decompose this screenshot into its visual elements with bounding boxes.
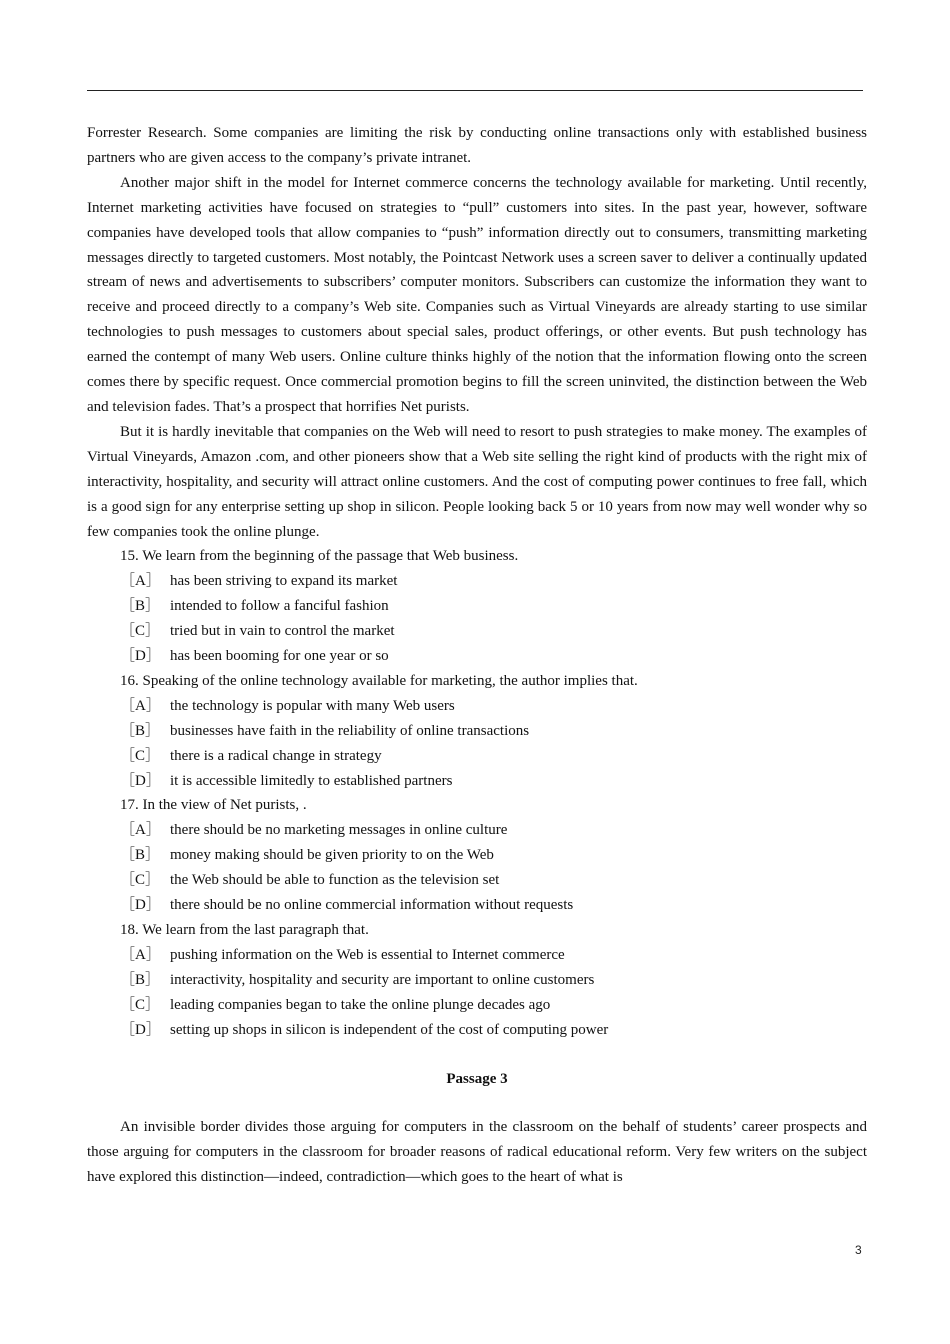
answer-option — [87, 769, 867, 794]
passage-3-body — [87, 1115, 867, 1190]
paragraph: An invisible border divides those arguing for computers in the classroom on the behalf of students’ career prospects and those arguing for computers in the classroom for broader reasons of radical educational reform. Very few writers on the subject have explored this distinction—indeed, contradiction—which goes to the heart of what is — [87, 1119, 867, 1186]
answer-option — [87, 719, 867, 744]
question-stem: 16. Speaking of the online technology available for marketing, the author implies that. — [120, 672, 638, 689]
option-letter: ［C］ — [120, 623, 161, 640]
option-text: tried but in vain to control the market — [170, 623, 395, 640]
header-rule — [87, 90, 863, 91]
option-text: it is accessible limitedly to established partners — [170, 772, 453, 789]
option-text: the technology is popular with many Web users — [170, 697, 455, 714]
paragraph: Forrester Research. Some companies are limiting the risk by conducting online transactions only with established business partners who are given access to the company’s private intranet. — [87, 125, 867, 166]
option-letter: ［D］ — [120, 772, 161, 789]
option-letter: ［D］ — [120, 648, 161, 665]
answer-option — [87, 1018, 867, 1043]
question-item — [87, 793, 867, 918]
option-letter: ［A］ — [120, 946, 161, 963]
option-text: setting up shops in silicon is independent of the cost of computing power — [170, 1021, 609, 1038]
option-letter: ［D］ — [120, 1021, 161, 1038]
option-text: there is a radical change in strategy — [170, 747, 382, 764]
option-letter: ［C］ — [120, 747, 161, 764]
answer-option — [87, 843, 867, 868]
answer-option — [87, 594, 867, 619]
passage-2-continuation — [87, 121, 867, 544]
option-text: has been striving to expand its market — [170, 573, 398, 590]
answer-option — [87, 868, 867, 893]
answer-option — [87, 993, 867, 1018]
question-stem: 17. In the view of Net purists, . — [120, 797, 307, 814]
option-text: there should be no online commercial information without requests — [170, 897, 574, 914]
answer-option — [87, 694, 867, 719]
paragraph: But it is hardly inevitable that companies on the Web will need to resort to push strategies to make money. The examples of Virtual Vineyards, Amazon .com, and other pioneers show that a Web site selling the right kind of products with the right mix of interactivity, hospitality, and security will attract online customers. And the cost of computing power continues to free fall, which is a good sign for any enterprise setting up shop in silicon. People looking back 5 or 10 years from now may well wonder why so few companies took the online plunge. — [87, 423, 867, 540]
option-text: businesses have faith in the reliability of online transactions — [170, 722, 530, 739]
document-body — [87, 121, 867, 1190]
question-list — [87, 544, 867, 1042]
option-letter: ［C］ — [120, 996, 161, 1013]
paragraph: Another major shift in the model for Internet commerce concerns the technology available for marketing. Until recently, Internet marketing activities have focused on strategies to “pull” customers into sites. In the past year, however, software companies have developed tools that allow companies to “push” information directly out to consumers, transmitting marketing messages directly to targeted customers. Most notably, the Pointcast Network uses a screen saver to deliver a continually updated stream of news and advertisements to subscribers’ computer monitors. Subscribers can customize the information they want to receive and proceed directly to a company’s Web site. Companies such as Virtual Vineyards are already starting to use similar technologies to push messages to customers about special sales, product offerings, or other events. But push technology has earned the contempt of many Web users. Online culture thinks highly of the notion that the information flowing onto the screen comes there by specific request. Once commercial promotion begins to fill the screen uninvited, the distinction between the Web and television fades. That’s a prospect that horrifies Net purists. — [87, 174, 867, 415]
question-item — [87, 669, 867, 794]
option-text: pushing information on the Web is essential to Internet commerce — [170, 946, 565, 963]
answer-option — [87, 569, 867, 594]
option-letter: ［A］ — [120, 697, 161, 714]
answer-option — [87, 968, 867, 993]
option-text: money making should be given priority to on the Web — [170, 847, 494, 864]
answer-option — [87, 943, 867, 968]
option-letter: ［D］ — [120, 897, 161, 914]
option-letter: ［B］ — [120, 847, 161, 864]
question-stem: 18. We learn from the last paragraph that. — [120, 922, 369, 938]
answer-option — [87, 644, 867, 669]
option-text: there should be no marketing messages in online culture — [170, 822, 508, 839]
question-item — [87, 544, 867, 669]
answer-option — [87, 818, 867, 843]
option-letter: ［A］ — [120, 822, 161, 839]
option-letter: ［B］ — [120, 971, 161, 988]
option-letter: ［A］ — [120, 573, 161, 590]
option-text: the Web should be able to function as the television set — [170, 872, 500, 889]
option-letter: ［B］ — [120, 598, 161, 615]
section-title: Passage 3 — [446, 1070, 508, 1087]
page-number: 3 — [855, 1243, 862, 1257]
question-stem: 15. We learn from the beginning of the passage that Web business. — [120, 548, 519, 565]
option-text: leading companies began to take the online plunge decades ago — [170, 996, 551, 1013]
option-text: has been booming for one year or so — [170, 648, 389, 665]
option-text: interactivity, hospitality and security are important to online customers — [170, 971, 595, 988]
question-item — [87, 918, 867, 1043]
answer-option — [87, 893, 867, 918]
option-letter: ［B］ — [120, 722, 161, 739]
option-letter: ［C］ — [120, 872, 161, 889]
answer-option — [87, 619, 867, 644]
answer-option — [87, 744, 867, 769]
option-text: intended to follow a fanciful fashion — [170, 598, 389, 615]
